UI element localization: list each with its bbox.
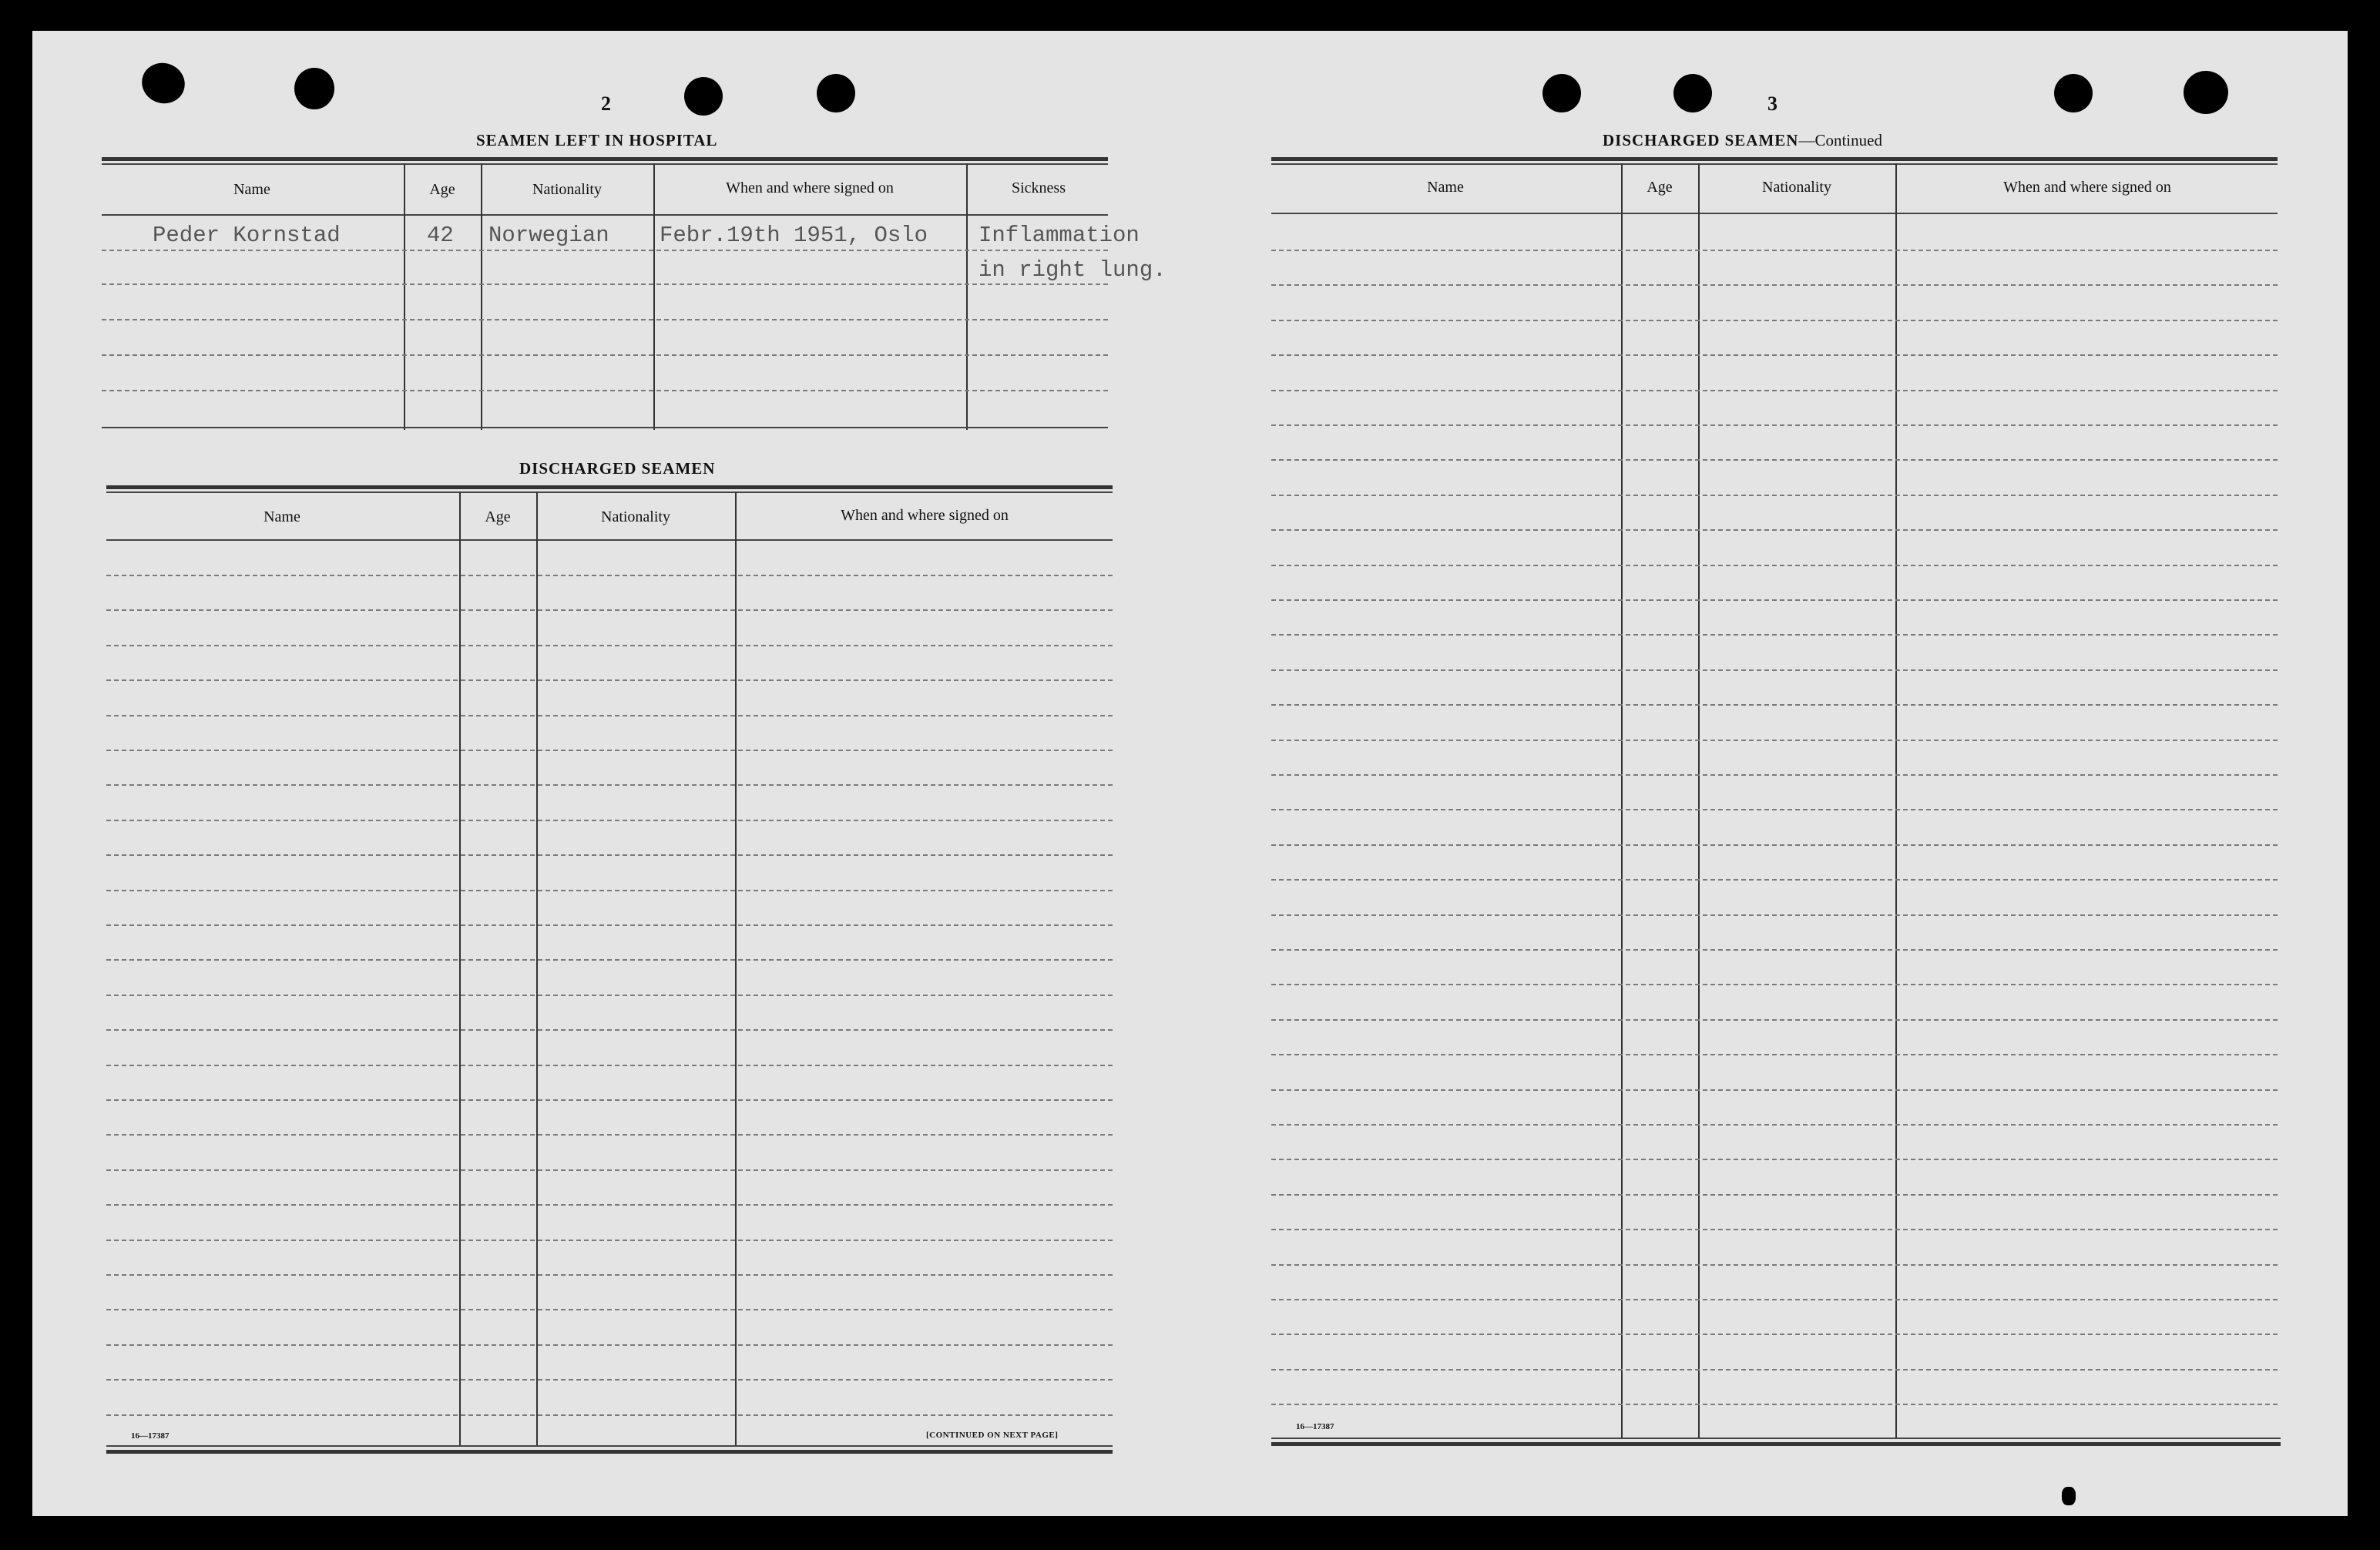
rule: [106, 539, 1113, 541]
column-header-name: Name: [233, 181, 270, 198]
entry-sickness-line2: in right lung.: [979, 257, 1167, 283]
row-line: [106, 1169, 1113, 1171]
row-line: [1271, 424, 2278, 426]
column-header-name: Name: [264, 508, 300, 525]
punch-hole: [2054, 74, 2093, 112]
row-line: [106, 609, 1113, 611]
row-line: [1271, 1194, 2278, 1196]
punch-hole: [2184, 71, 2228, 114]
row-line: [106, 1379, 1113, 1381]
row-line: [106, 959, 1113, 961]
entry-sickness-line1: Inflammation: [979, 223, 1140, 248]
row-line: [1271, 529, 2278, 531]
row-line: [1271, 599, 2278, 601]
row-line: [1271, 354, 2278, 356]
row-line: [1271, 1264, 2278, 1266]
row-line: [1271, 634, 2278, 636]
row-line: [106, 1099, 1113, 1101]
row-line: [1271, 1089, 2278, 1091]
column-header-signed-on: When and where signed on: [841, 507, 1009, 524]
row-line: [106, 1134, 1113, 1136]
rule: [1271, 1442, 2281, 1446]
row-line: [106, 750, 1113, 751]
row-line: [106, 784, 1113, 786]
row-line: [106, 679, 1113, 681]
row-line: [106, 820, 1113, 821]
punch-hole: [684, 77, 723, 116]
row-line: [106, 645, 1113, 646]
row-line: [1271, 774, 2278, 776]
rule: [102, 163, 1108, 165]
rule: [102, 157, 1108, 161]
row-line: [1271, 250, 2278, 251]
rule: [1271, 1438, 2281, 1439]
row-line: [102, 354, 1108, 356]
row-line: [1271, 1404, 2278, 1405]
continued-footnote: [CONTINUED ON NEXT PAGE]: [926, 1431, 1059, 1440]
row-line: [106, 1414, 1113, 1416]
column-header-age: Age: [429, 181, 455, 198]
column-header-age: Age: [1647, 179, 1673, 196]
rule: [102, 214, 1108, 216]
row-line: [106, 854, 1113, 856]
row-line: [106, 995, 1113, 996]
punch-hole: [1542, 74, 1581, 112]
entry-name: Peder Kornstad: [153, 223, 341, 248]
row-line: [1271, 1019, 2278, 1021]
column-divider: [735, 492, 737, 1447]
rule: [106, 485, 1113, 489]
row-line: [102, 283, 1108, 285]
row-line: [106, 1204, 1113, 1206]
row-line: [1271, 459, 2278, 461]
punch-hole: [817, 74, 855, 112]
row-line: [1271, 1159, 2278, 1160]
document-sheet: [32, 31, 2348, 1516]
row-line: [1271, 740, 2278, 741]
column-divider: [459, 492, 461, 1447]
punch-hole: [294, 68, 334, 109]
row-line: [1271, 669, 2278, 671]
column-header-sickness: Sickness: [1012, 179, 1066, 196]
row-line: [102, 390, 1108, 391]
row-line: [106, 1029, 1113, 1031]
column-header-signed-on: When and where signed on: [2003, 179, 2171, 196]
row-line: [1271, 565, 2278, 566]
row-line: [106, 575, 1113, 576]
row-line: [1271, 844, 2278, 846]
entry-age: 42: [427, 223, 454, 248]
column-header-nationality: Nationality: [532, 181, 602, 198]
rule: [1271, 163, 2278, 165]
column-divider: [536, 492, 538, 1447]
entry-signed-on: Febr.19th 1951, Oslo: [660, 223, 928, 248]
rule: [1271, 157, 2278, 161]
rule: [106, 1445, 1113, 1447]
row-line: [1271, 1229, 2278, 1230]
rule: [1271, 213, 2278, 214]
column-header-age: Age: [485, 508, 511, 525]
row-line: [1271, 320, 2278, 321]
ink-mark: [2062, 1487, 2076, 1505]
title-main: DISCHARGED SEAMEN: [1603, 131, 1799, 149]
row-line: [102, 319, 1108, 320]
column-header-nationality: Nationality: [601, 508, 670, 525]
title-continued: —Continued: [1798, 131, 1882, 149]
row-line: [1271, 284, 2278, 286]
row-line: [106, 924, 1113, 926]
discharged-continued-title: [1603, 131, 1882, 150]
row-line: [1271, 1124, 2278, 1126]
row-line: [106, 1344, 1113, 1346]
row-line: [1271, 1054, 2278, 1055]
row-line: [1271, 1369, 2278, 1371]
row-line: [1271, 495, 2278, 496]
page-number: 3: [1767, 92, 1777, 115]
rule: [106, 492, 1113, 493]
row-line: [106, 1274, 1113, 1276]
row-line: [106, 890, 1113, 891]
row-line: [106, 1309, 1113, 1310]
page-number: 2: [601, 92, 611, 115]
row-line: [1271, 914, 2278, 916]
form-number: 16—17387: [131, 1431, 170, 1441]
row-line: [106, 715, 1113, 716]
row-line: [1271, 879, 2278, 881]
hospital-section-title: SEAMEN LEFT IN HOSPITAL: [476, 131, 718, 149]
rule: [106, 1450, 1113, 1454]
rule: [102, 427, 1108, 428]
row-line: [102, 250, 1108, 251]
column-header-signed-on: When and where signed on: [726, 179, 894, 196]
form-number: 16—17387: [1296, 1422, 1334, 1431]
punch-hole: [1673, 74, 1712, 112]
punch-hole: [136, 57, 190, 109]
row-line: [1271, 809, 2278, 810]
column-header-name: Name: [1427, 179, 1464, 196]
row-line: [1271, 1299, 2278, 1300]
row-line: [106, 1240, 1113, 1241]
row-line: [1271, 949, 2278, 951]
row-line: [106, 1065, 1113, 1066]
entry-nationality: Norwegian: [488, 223, 609, 248]
row-line: [1271, 704, 2278, 706]
row-line: [1271, 390, 2278, 391]
row-line: [1271, 984, 2278, 985]
discharged-section-title: DISCHARGED SEAMEN: [519, 459, 716, 478]
column-header-nationality: Nationality: [1762, 179, 1831, 196]
row-line: [1271, 1334, 2278, 1335]
